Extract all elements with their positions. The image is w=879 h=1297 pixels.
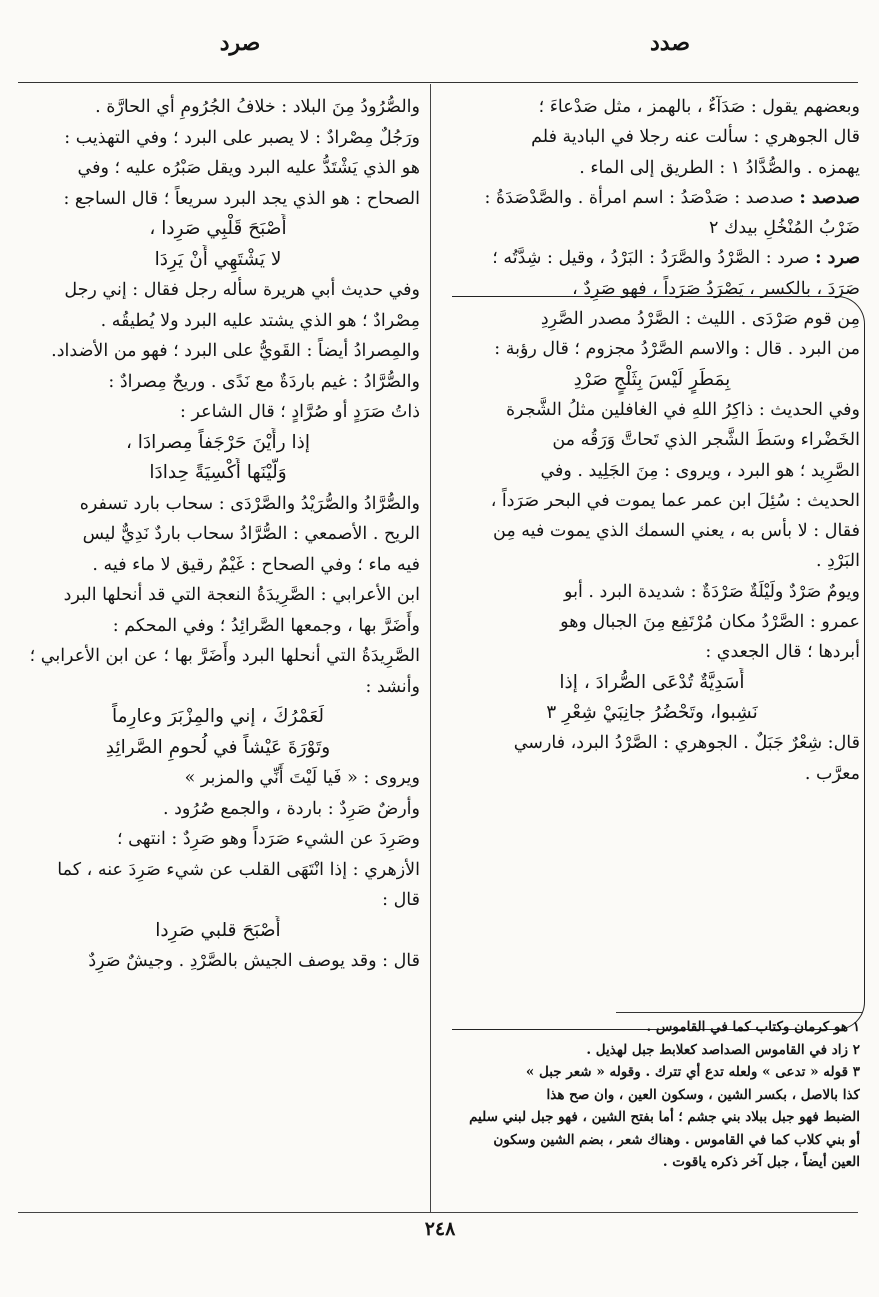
text-line: هو الذي يَشْتَدُّ عليه البرد ويقل صَبْرُه عليه ؛ وفي: [77, 158, 420, 178]
text-line: معرَّب .: [804, 763, 860, 784]
verse-line: لَعَمْرُكَ ، إني والمِزْبَرَ وعارِماً: [112, 706, 324, 727]
text-line: والمِصرادُ أيضاً : القَويُّ على البرد ؛ فهو من الأضداد.: [51, 341, 420, 361]
text-line: وأنشد :: [365, 676, 420, 697]
text-line: مِصْرادٌ ؛ هو الذي يشتد عليه البرد ولا يُطيقُه .: [100, 310, 420, 331]
text-line: فيه ماء ؛ وفي الصحاح : غَيْمٌ رقيق لا ماء فيه .: [92, 554, 420, 575]
text-line: وبعضهم يقول : صَدَآءٌ ، بالهمز ، مثل صَدْعاءَ ؛: [538, 97, 860, 117]
text-line: ورَجُلٌ مِصْرادٌ : لا يصبر على البرد ؛ وفي التهذيب :: [64, 127, 420, 148]
column-divider: [430, 84, 431, 1212]
text-line: مِن قوم صَرْدَى . الليث : الصَّرْدُ مصدر الصَّرِدِ: [540, 309, 860, 330]
footnotes: [440, 1016, 860, 1174]
text-line: أبردها ؛ قال الجعدي :: [705, 642, 860, 663]
text-line: ضَرْبُ المُنْخُلِ بيدك ٢: [709, 218, 860, 239]
footnote: ١ هو كرمان وكتاب كما في القاموس .: [646, 1019, 860, 1035]
verse-line: بِمَطَرٍ لَيْسَ بِثَلْجٍ صَرْدِ: [573, 368, 731, 390]
text-line: ذاتُ صَرَدٍ أو صُرَّادٍ ؛ قال الشاعر :: [180, 402, 420, 422]
footer-rule: [18, 1212, 858, 1213]
footnote-rule: [616, 1012, 862, 1013]
text-line: صَرَدَ ، بالكسر ، يَصْرَدُ صَرَداً ، فهو صَرِدٌ ،: [572, 278, 860, 299]
verse-line: أَصْبَحَ قلبي صَرِدا: [155, 919, 281, 941]
text-line: والصُّرَّادُ : غيم باردَةٌ مع نَدًى . وريحٌ مِصرادٌ :: [108, 371, 420, 392]
entry-sadsad: [444, 183, 860, 213]
text-line: وصَرِدَ عن الشيء صَرَداً وهو صَرِدٌ : انتهى ؛: [117, 829, 420, 849]
text-line: الصحاح : هو الذي يجد البرد سريعاً ؛ قال الساجع :: [63, 188, 420, 209]
page-number: ٢٤٨: [424, 1218, 456, 1240]
verse-line: أَصْبَحَ قَلْبِي صَرِدا ،: [149, 218, 287, 239]
text-line: عمرو : الصَّرْدُ مكان مُرْتَفِع مِنَ الجبال وهو: [560, 612, 860, 633]
verse-line: إذا رأَيْنَ حَرْجَفاً مِصرادَا ،: [125, 431, 311, 453]
left-column: [16, 92, 420, 977]
text-line: وفي الحديث : ذاكِرُ اللهِ في الغافلين مثلُ الشَّجرة: [505, 399, 860, 420]
text-line: الريح . الأصمعي : الصُّرَّادُ سحاب باردٌ نَدِيٌّ ليس: [82, 524, 420, 544]
footnote: ٢ زاد في القاموس الصداصد كعلابط جبل لهذيل .: [586, 1041, 860, 1058]
right-column: [444, 92, 860, 789]
text-line: وفي حديث أبي هريرة سأله رجل فقال : إني رجل: [64, 280, 420, 300]
headword-sard: صرد :: [815, 248, 860, 269]
text-line: ابن الأعرابي : الصَّرِيدَةُ النعجة التي قد أنحلها البرد: [63, 585, 420, 605]
text-line: قال : وقد يوصف الجيش بالصَّرْدِ . وجيشٌ صَرِدٌ: [88, 951, 420, 971]
verse-line: وتَوْرَةَ عَيْشاً في لُحومِ الصَّرائِدِ: [105, 736, 331, 758]
footnote: العين أيضاً ، جبل آخر ذكره ياقوت .: [662, 1154, 860, 1170]
text-line: يهمزه . والصُّدَّادُ ١ : الطريق إلى الماء .: [579, 157, 860, 178]
text-line: ويروى : « فَيا لَيْتَ أَنِّي والمزبر »: [184, 768, 420, 788]
text-line: قال الجوهري : سألت عنه رجلا في البادية فلم: [531, 127, 860, 148]
text-line: وأرضٌ صَرِدٌ : باردة ، والجمع صُرُود .: [162, 798, 420, 819]
text-line: الخَضْراء وسَطَ الشَّجر الذي تَحاتَّ وَرَقُه من: [552, 430, 860, 451]
entry-sard: [444, 243, 860, 273]
text-line: ويومٌ صَرْدٌ ولَيْلَةٌ صَرْدَةٌ : شديدة البرد . أبو: [564, 581, 860, 602]
header-rule: [18, 82, 858, 83]
text-line: الصَّرِيد ؛ هو البرد ، ويروى : مِنَ الجَلِيد . وفي: [540, 460, 860, 481]
headword-sadsad: صدصد :: [799, 187, 860, 208]
verse-line: أَسَدِيَّةٌ تُدْعَى الصُّرادَ ، إذا: [559, 671, 745, 693]
text-line: قال :: [382, 890, 420, 910]
verse-line: وَلَّيْنَها أَكْسِيَةً حِدادَا: [149, 462, 287, 483]
text-line: البَرْدِ .: [815, 551, 860, 572]
verse-line: نَشِبوا، وتَحْضُرُ جانِبَيْ شِعْرِ ٣: [546, 701, 758, 723]
entry-text: صدصد : صَدْصَدُ : اسم امرأة . والصَّدْصَدَةُ :: [484, 187, 794, 208]
left-running-header: صرد: [219, 30, 261, 56]
text-line: من البرد . قال : والاسم الصَّرْدُ مجزوم ؛ قال رؤبة :: [494, 339, 860, 360]
footnote: ٣ قوله « تدعى » ولعله تدع أي تترك . وقوله « شعر جبل »: [525, 1064, 860, 1080]
footnote: أو بني كلاب كما في القاموس . وهناك شعر ، بضم الشين وسكون: [493, 1131, 860, 1148]
text-line: الحديث : سُئِلَ ابن عمر عما يموت في البحر صَرَداً ،: [490, 490, 860, 511]
text-line: وأَضَرَّ بها ، وجمعها الصَّرائِدُ ؛ وفي المحكم :: [112, 615, 420, 636]
text-line: الصَّرِيدَةُ التي أنحلها البرد وأَضَرَّ بها ؛ عن ابن الأعرابي ؛: [29, 646, 420, 666]
footnote: الضبط فهو جبل ببلاد بني جشم ؛ أما بفتح الشين ، فهو جبل لبني سليم: [469, 1109, 860, 1125]
text-line: الأزهري : إذا انْتَهَى القلب عن شيء صَرِدَ عنه ، كما: [57, 859, 420, 880]
right-running-header: صدد: [649, 30, 691, 56]
text-line: والصُّرَّادُ والصُّرَيْدُ والصَّرْدَى : سحاب بارد تسفره: [79, 493, 420, 514]
text-line: فقال : لا بأس به ، يعني السمك الذي يموت فيه مِن: [493, 521, 860, 542]
entry-text: صرد : الصَّرْدُ والصَّرَدُ : البَرْدُ ، وقيل : شِدَّتُه ؛: [492, 248, 810, 269]
text-line: قال: شِعْرٌ جَبَلٌ . الجوهري : الصَّرْدُ البرد، فارسي: [513, 733, 860, 754]
footnote: كذا بالاصل ، بكسر الشين ، وسكون العين ، وان صح هذا: [546, 1086, 860, 1103]
text-line: والصُّرُودُ مِنَ البلاد : خلافُ الجُرُومِ أي الحارَّة .: [95, 97, 420, 117]
verse-line: لا يَشْتَهِي أَنْ يَرِدَا: [154, 248, 282, 270]
